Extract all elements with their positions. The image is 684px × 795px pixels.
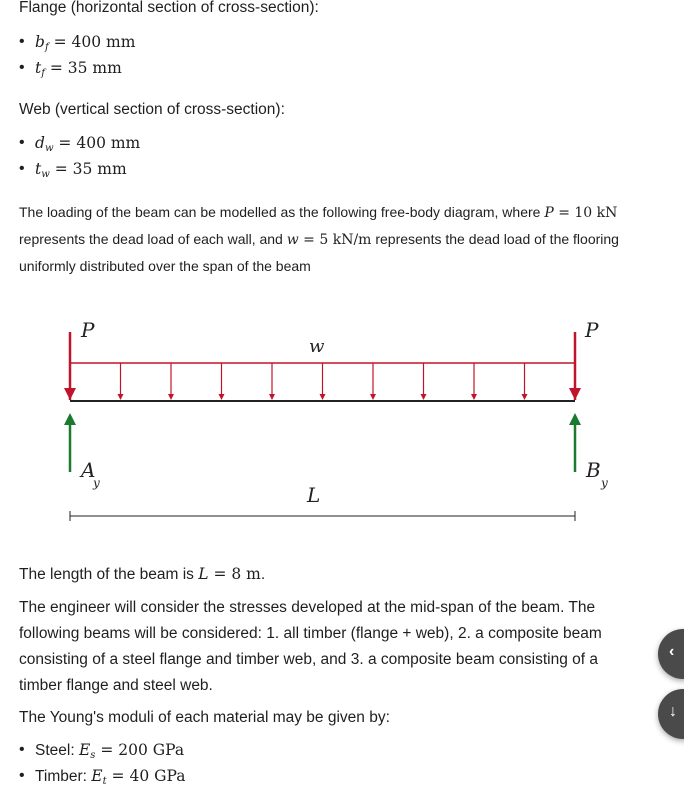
point-load-left-head	[64, 388, 76, 400]
moduli-heading: The Young's moduli of each material may be given by:	[19, 709, 390, 726]
reaction-right-head	[569, 413, 581, 425]
scroll-fab-button[interactable]	[658, 689, 684, 739]
moduli-list	[19, 737, 185, 789]
label-ay: A	[81, 458, 96, 482]
side-fab-button[interactable]	[658, 629, 684, 679]
label-p-left: P	[81, 318, 95, 342]
distributed-load-arrow-head	[219, 394, 225, 400]
web-list	[19, 130, 140, 182]
label-l: L	[307, 483, 321, 507]
list-item: • Timber: $E_t = 40$ GPa	[19, 763, 185, 789]
distributed-load-arrow-head	[269, 394, 275, 400]
engineer-paragraph: The engineer will consider the stresses developed at the mid-span of the beam. The following beams will be considered: 1. all timber (flange + web), 2. a composite beam consisting of a steel flange and timber web, and 3. a composite beam consisting of a timber flange and steel web.	[19, 599, 602, 694]
list-item: • $t_w = 35$ mm	[19, 156, 140, 182]
label-by: B	[586, 458, 601, 482]
scroll-down-icon: ↓	[669, 703, 677, 720]
distributed-load-arrow-head	[168, 394, 174, 400]
distributed-load-arrow-head	[471, 394, 477, 400]
distributed-load-arrow-head	[118, 394, 124, 400]
web-heading: Web (vertical section of cross-section):	[19, 101, 285, 118]
free-body-diagram	[19, 300, 659, 530]
loading-paragraph: The loading of the beam can be modelled as the following free-body diagram, where P = 10 kN represents the dead load of each wall, and w = 5 kN/m represents the dead load of the flooring uniformly distributed over the span of the beam	[19, 204, 619, 274]
list-item: • $t_f = 35$ mm	[19, 55, 135, 81]
chevron-left-icon: ‹	[669, 643, 675, 660]
label-p-right: P	[585, 318, 599, 342]
point-load-right-head	[569, 388, 581, 400]
flange-heading: Flange (horizontal section of cross-section):	[19, 0, 319, 16]
label-w: w	[309, 336, 325, 357]
flange-list	[19, 29, 135, 81]
distributed-load-arrow-head	[522, 394, 528, 400]
list-item: • $d_w = 400$ mm	[19, 130, 140, 156]
reaction-left-head	[64, 413, 76, 425]
label-ay-sub: y	[93, 476, 100, 490]
list-item: • $b_f = 400$ mm	[19, 29, 135, 55]
label-by-sub: y	[601, 476, 608, 490]
distributed-load	[70, 363, 575, 400]
list-item: • Steel: $E_s = 200$ GPa	[19, 737, 185, 763]
distributed-load-arrow-head	[370, 394, 376, 400]
length-paragraph: The length of the beam is L = 8 m.	[19, 565, 266, 583]
distributed-load-arrow-head	[421, 394, 427, 400]
distributed-load-arrow-head	[320, 394, 326, 400]
